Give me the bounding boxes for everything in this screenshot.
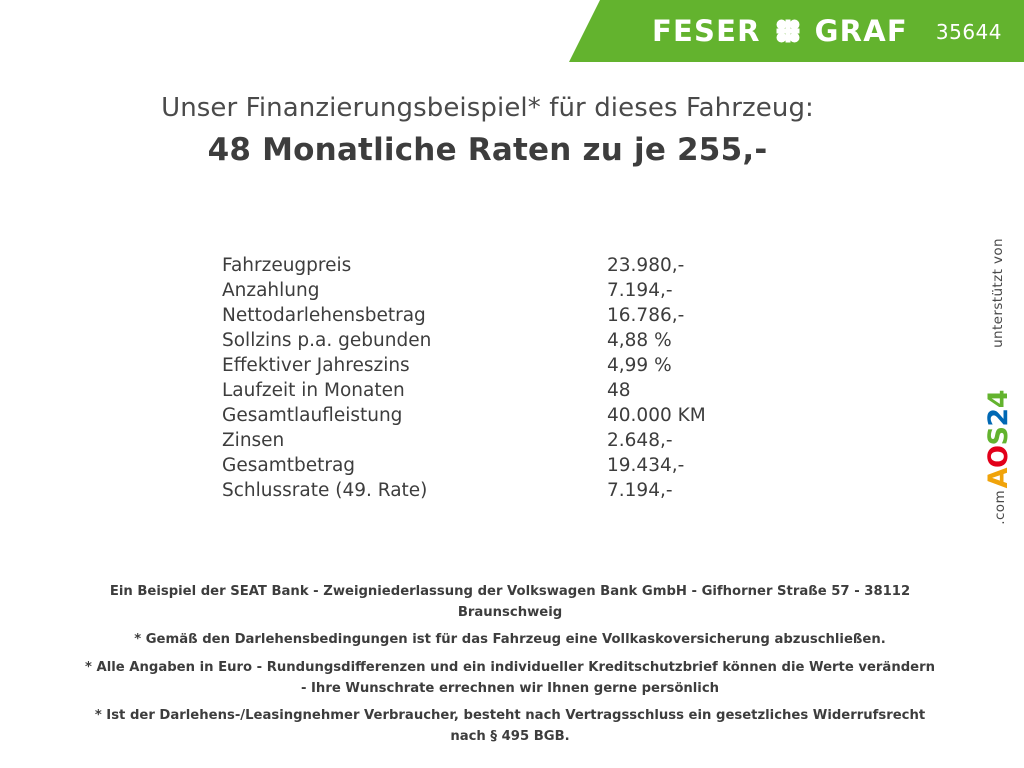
row-value: 7.194,- (607, 280, 673, 301)
clover-cross-icon (775, 18, 801, 44)
footnote-line: nach § 495 BGB. (450, 729, 570, 745)
footnote-line: * Ist der Darlehens-/Leasingnehmer Verbraucher, besteht nach Vertragsschluss ein gesetzliches Widerrufsrecht (94, 708, 926, 724)
table-row (222, 255, 782, 280)
aos24-logo: AOS24 (983, 390, 1014, 489)
row-label: Schlussrate (49. Rate) (222, 480, 428, 501)
footnote-line: * Gemäß den Darlehensbedingungen ist für das Fahrzeug eine Vollkaskoversicherung abzuschließen. (134, 632, 886, 648)
row-label: Laufzeit in Monaten (222, 380, 405, 401)
row-value: 19.434,- (607, 455, 685, 476)
footnotes-block (40, 583, 980, 750)
table-row (222, 430, 782, 455)
aos24-dotcom: .com (992, 490, 1008, 525)
row-value: 23.980,- (607, 255, 685, 276)
footnote-line: - Ihre Wunschrate errechnen wir Ihnen gerne persönlich (300, 680, 720, 696)
table-row (222, 455, 782, 480)
support-label: unterstützt von (990, 238, 1006, 348)
table-row (222, 380, 782, 405)
table-row (222, 480, 782, 505)
row-value: 4,88 % (607, 330, 672, 351)
row-value: 4,99 % (607, 355, 672, 376)
row-label: Sollzins p.a. gebunden (222, 330, 432, 351)
footnote-line: Braunschweig (457, 605, 563, 621)
footnote-line: * Alle Angaben in Euro - Rundungsdifferenzen und ein individueller Kreditschutzbrief können die Werte verändern (85, 659, 935, 675)
row-label: Gesamtbetrag (222, 455, 356, 476)
brand-name-second: GRAF (814, 14, 908, 48)
table-row (222, 280, 782, 305)
dealer-number: 35644 (935, 20, 1002, 44)
support-block (983, 238, 1020, 528)
row-label: Effektiver Jahreszins (222, 355, 410, 376)
table-row (222, 405, 782, 430)
row-value: 48 (607, 380, 631, 401)
title-block (0, 92, 975, 168)
footnote-line: Ein Beispiel der SEAT Bank - Zweigniederlassung der Volkswagen Bank GmbH - Gifhorner Straße 57 - 38112 (109, 584, 911, 599)
table-row (222, 355, 782, 380)
row-value: 2.648,- (607, 430, 673, 451)
row-label: Gesamtlaufleistung (222, 405, 403, 426)
finance-details-table (222, 255, 782, 505)
brand-name-first: FESER (652, 14, 761, 48)
row-label: Anzahlung (222, 280, 320, 301)
row-label: Nettodarlehensbetrag (222, 305, 426, 326)
page-subtitle: 48 Monatliche Raten zu je 255,- (207, 131, 768, 168)
row-value: 16.786,- (607, 305, 685, 326)
row-value: 7.194,- (607, 480, 673, 501)
table-row (222, 330, 782, 355)
row-label: Fahrzeugpreis (222, 255, 352, 276)
row-value: 40.000 KM (607, 405, 706, 426)
table-row (222, 305, 782, 330)
row-label: Zinsen (222, 430, 285, 451)
dealer-logo (652, 14, 908, 48)
page-title: Unser Finanzierungsbeispiel* für dieses Fahrzeug: (161, 93, 814, 123)
header-banner (600, 0, 1024, 62)
